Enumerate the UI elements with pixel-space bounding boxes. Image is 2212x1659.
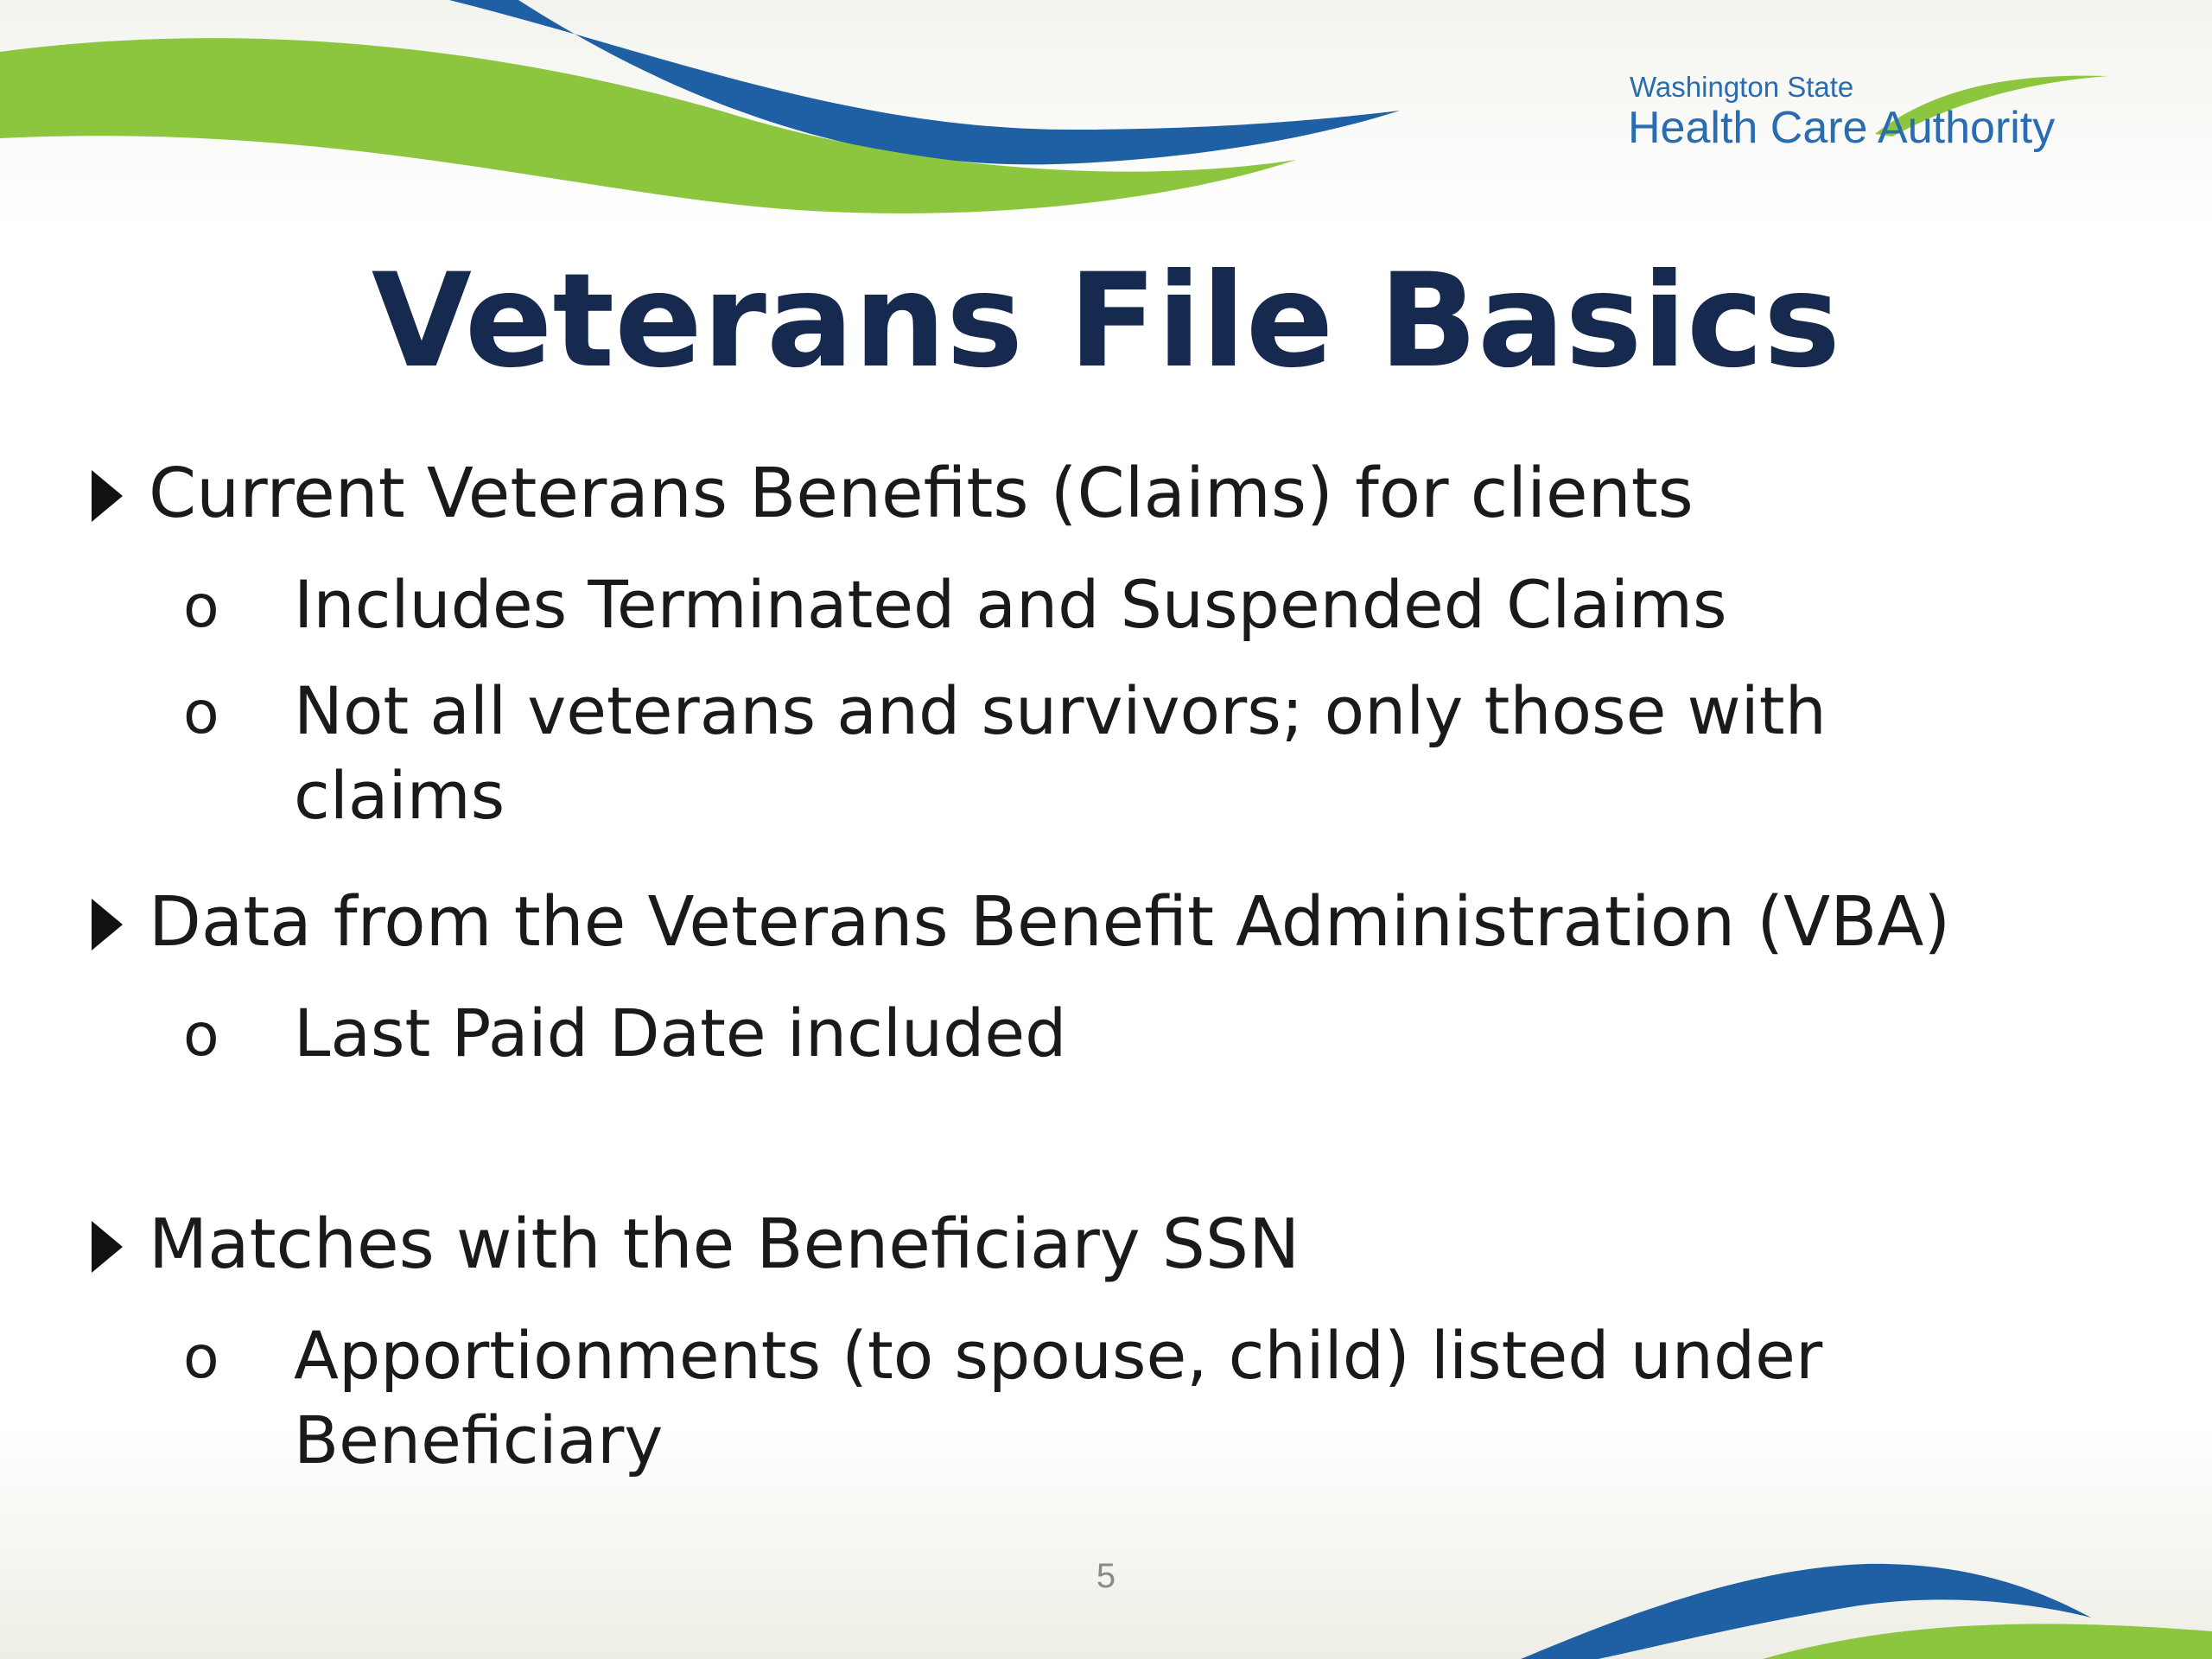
slide-title: Veterans File Basics: [371, 246, 1841, 397]
sub-bullet-marker: o: [183, 679, 219, 747]
bullet-text: Data from the Veterans Benefit Administration (VBA): [149, 882, 1951, 962]
sub-bullet-marker: o: [183, 573, 219, 641]
sub-bullet-text: Apportionments (to spouse, child) listed under Beneficiary: [294, 1317, 1823, 1478]
bottom-green-wave: [1763, 1624, 2212, 1659]
sub-bullet-marker: o: [183, 1001, 219, 1070]
sub-bullet-text: Not all veterans and survivors; only those with claims: [294, 672, 1827, 834]
sub-bullet-text: Last Paid Date included: [294, 995, 1067, 1071]
hca-logo: [1624, 69, 2108, 164]
bullet-arrow-icon: [92, 899, 123, 950]
page-number: 5: [1096, 1557, 1116, 1595]
logo-line-1: Washington State: [1630, 71, 1854, 103]
logo-line-2: Health Care Authority: [1628, 103, 2056, 153]
bullet-text: Current Veterans Benefits (Claims) for clients: [149, 454, 1694, 533]
bullet-arrow-icon: [92, 1221, 123, 1273]
bullet-text: Matches with the Beneficiary SSN: [149, 1205, 1300, 1284]
sub-bullet-text: Includes Terminated and Suspended Claims: [294, 566, 1727, 643]
bullet-arrow-icon: [92, 470, 123, 522]
sub-bullet-marker: o: [183, 1324, 219, 1392]
